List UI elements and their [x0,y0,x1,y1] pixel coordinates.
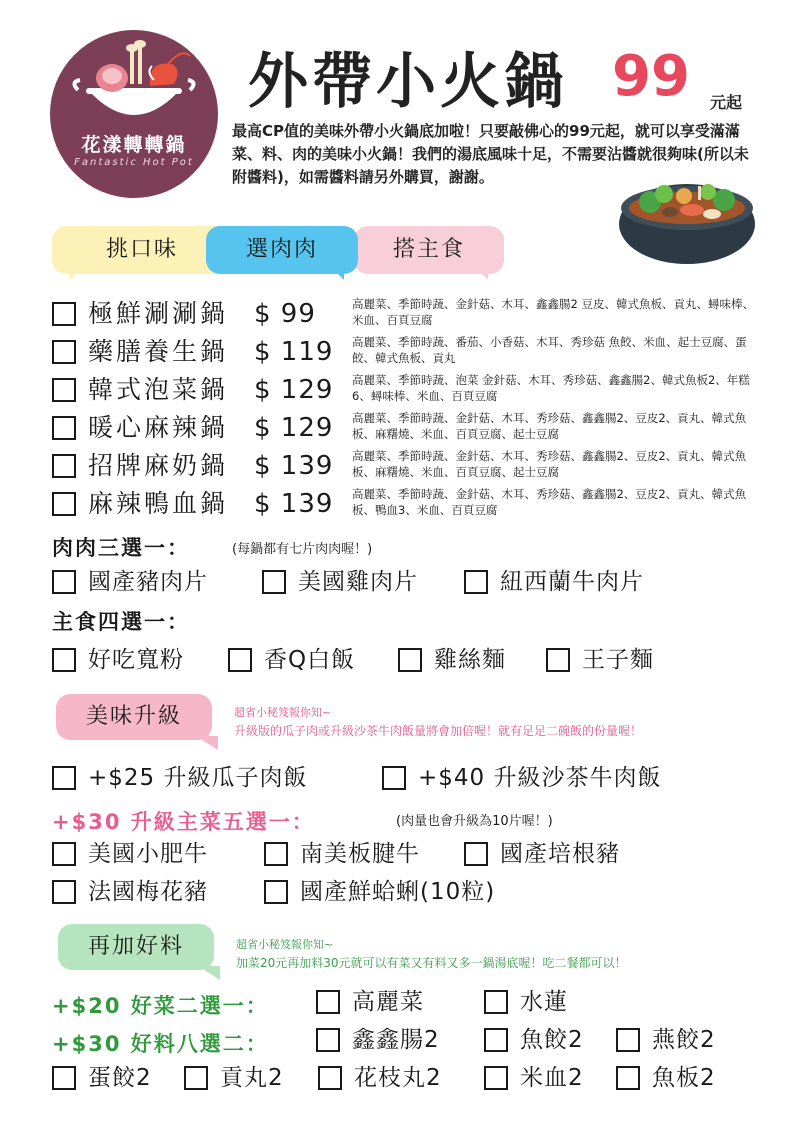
hotpot-logo-icon [50,30,218,130]
pot-row[interactable] [52,334,762,372]
hotpot-illustration-icon [612,172,762,272]
logo-subtitle: Fantastic Hot Pot [74,157,194,168]
pot-checkbox[interactable] [52,378,76,402]
upgrade-main-option-label: 國產培根豬 [500,841,620,867]
staple-option-label: 王子麵 [582,647,654,673]
pot-name: 招牌麻奶鍋 [88,451,229,480]
pot-price: $ 99 [254,299,316,329]
extra-item-heading: +$30 好料八選二： [52,1032,269,1056]
extra-veg-label: 高麗菜 [352,989,424,1015]
pot-name: 麻辣鴨血鍋 [88,489,229,518]
extra-veg-checkbox[interactable] [484,990,508,1014]
pot-price: $ 129 [254,413,334,443]
extra-bubble-tail [198,966,220,980]
upgrade-main-option-label: 國產鮮蛤蜊(10粒) [300,879,496,905]
pot-row[interactable] [52,486,762,524]
logo-name: 花漾轉轉鍋 [81,134,187,156]
upgrade-main-note: (肉量也會升級為10片喔！) [396,814,553,829]
upgrade-main-checkbox[interactable] [52,880,76,904]
upgrade-main-option-label: 法國梅花豬 [88,879,208,905]
extra-item-label: 米血2 [520,1065,584,1091]
extra-item-label: 魚餃2 [520,1027,584,1053]
extra-item-checkbox[interactable] [316,1028,340,1052]
pot-name: 藥膳養生鍋 [88,337,229,366]
staple-option-label: 好吃寬粉 [88,647,184,673]
extra-tip-text: 加菜20元再加料30元就可以有菜又有料又多一鍋湯底喔！吃二餐都可以！ [236,956,627,970]
extra-item-label: 燕餃2 [652,1027,716,1053]
upgrade-tip-text: 升級版的瓜子肉或升級沙茶牛肉飯量將會加倍喔！就有足足二碗飯的份量喔！ [234,724,643,738]
intro-text: 最高CP值的美味外帶小火鍋底加啦！只要敲佛心的99元起，就可以享受滿滿菜、料、肉的美味小火鍋！我們的湯底風味十足，不需要沾醬就很夠味(所以未附醬料)，如需醬料請另外購買，謝謝。 [232,122,749,186]
upgrade-bubble-tail [196,736,218,750]
tab-tail-3 [474,266,488,280]
extra-veg-label: 水蓮 [520,989,568,1015]
extra-item-checkbox[interactable] [616,1028,640,1052]
staple-checkbox[interactable] [546,648,570,672]
pot-ingredients: 高麗菜、季節時蔬、金針菇、木耳、秀珍菇、鑫鑫腸2、豆皮2、貢丸、韓式魚板、鴨血3、米血、百頁豆腐 [352,487,747,517]
pot-price: $ 129 [254,375,334,405]
staple-option-label: 雞絲麵 [434,647,506,673]
tab-flavor[interactable]: 挑口味 [52,226,232,274]
tab-tail-1 [70,266,84,280]
pot-price: $ 119 [254,337,334,367]
extra-item-label: 花枝丸2 [354,1065,442,1091]
staple-checkbox[interactable] [398,648,422,672]
pot-ingredients: 高麗菜、季節時蔬、金針菇、木耳、秀珍菇、鑫鑫腸2、豆皮2、貢丸、韓式魚板、麻糬燒、米血、百頁豆腐、起士豆腐 [352,449,747,479]
pot-row[interactable] [52,372,762,410]
upgrade-bubble: 美味升級 [56,694,212,740]
pot-name: 暖心麻辣鍋 [88,413,229,442]
extra-bubble: 再加好料 [58,924,214,970]
upgrade-main-checkbox[interactable] [264,880,288,904]
tab-meat[interactable]: 選肉肉 [206,226,358,274]
extra-item-label: 魚板2 [652,1065,716,1091]
extra-tip-heading: 超省小秘笈報你知~ [236,938,334,951]
pot-price: $ 139 [254,489,334,519]
title-price: 99 [612,44,690,109]
pot-checkbox[interactable] [52,416,76,440]
pot-ingredients: 高麗菜、季節時蔬、金針菇、木耳、秀珍菇、鑫鑫腸2、豆皮2、貢丸、韓式魚板、麻糬燒、米血、百頁豆腐、起士豆腐 [352,411,747,441]
upgrade-tip-heading: 超省小秘笈報你知~ [234,706,332,719]
upgrade-option-label: +$25 升級瓜子肉飯 [88,765,308,791]
pot-row[interactable] [52,410,762,448]
upgrade-main-option-label: 南美板腱牛 [300,841,420,867]
pot-checkbox[interactable] [52,340,76,364]
tab-tail-2 [330,266,344,280]
pot-checkbox[interactable] [52,492,76,516]
meat-note: (每鍋都有七片肉肉喔！) [232,542,373,557]
meat-checkbox[interactable] [262,570,286,594]
extra-item-checkbox[interactable] [184,1066,208,1090]
meat-option-label: 國產豬肉片 [88,569,208,595]
extra-item-checkbox[interactable] [484,1028,508,1052]
upgrade-checkbox[interactable] [382,766,406,790]
extra-item-checkbox[interactable] [484,1066,508,1090]
upgrade-main-checkbox[interactable] [264,842,288,866]
staple-option-label: 香Q白飯 [264,647,356,673]
staple-checkbox[interactable] [228,648,252,672]
extra-item-label: 鑫鑫腸2 [352,1027,440,1053]
staple-heading: 主食四選一： [52,610,190,634]
upgrade-main-option-label: 美國小肥牛 [88,841,208,867]
pot-name: 極鮮涮涮鍋 [88,299,229,328]
upgrade-main-checkbox[interactable] [464,842,488,866]
meat-option-label: 紐西蘭牛肉片 [500,569,644,595]
title-unit: 元起 [710,93,743,112]
extra-veg-checkbox[interactable] [316,990,340,1014]
pot-price: $ 139 [254,451,334,481]
extra-item-label: 貢丸2 [220,1065,284,1091]
meat-checkbox[interactable] [52,570,76,594]
extra-item-checkbox[interactable] [318,1066,342,1090]
pot-checkbox[interactable] [52,454,76,478]
pot-name: 韓式泡菜鍋 [88,375,229,404]
extra-item-checkbox[interactable] [52,1066,76,1090]
page-title: 外帶小火鍋 [248,47,568,117]
pot-ingredients: 高麗菜、季節時蔬、泡菜 金針菇、木耳、秀珍菇、鑫鑫腸2、韓式魚板2、年糕6、蟳味棒、米血、百頁豆腐 [352,373,750,403]
tab-staple[interactable]: 搭主食 [354,226,504,274]
upgrade-checkbox[interactable] [52,766,76,790]
pot-row[interactable] [52,296,762,334]
upgrade-main-heading: +$30 升級主菜五選一： [52,810,315,834]
extra-item-checkbox[interactable] [616,1066,640,1090]
pot-ingredients: 高麗菜、季節時蔬、番茄、小香菇、木耳、秀珍菇 魚餃、米血、起士豆腐、蛋餃、韓式魚板、貢丸 [352,335,747,365]
pot-ingredients: 高麗菜、季節時蔬、金針菇、木耳、鑫鑫腸2 豆皮、韓式魚板、貢丸、蟳味棒、米血、百頁豆腐 [352,297,754,327]
meat-option-label: 美國雞肉片 [298,569,418,595]
extra-item-label: 蛋餃2 [88,1065,152,1091]
upgrade-main-checkbox[interactable] [52,842,76,866]
pot-row[interactable] [52,448,762,486]
pot-checkbox[interactable] [52,302,76,326]
brand-logo [50,30,218,198]
meat-checkbox[interactable] [464,570,488,594]
upgrade-option-label: +$40 升級沙茶牛肉飯 [418,765,662,791]
meat-heading: 肉肉三選一： [52,536,190,560]
staple-checkbox[interactable] [52,648,76,672]
extra-veg-heading: +$20 好菜二選一： [52,994,269,1018]
